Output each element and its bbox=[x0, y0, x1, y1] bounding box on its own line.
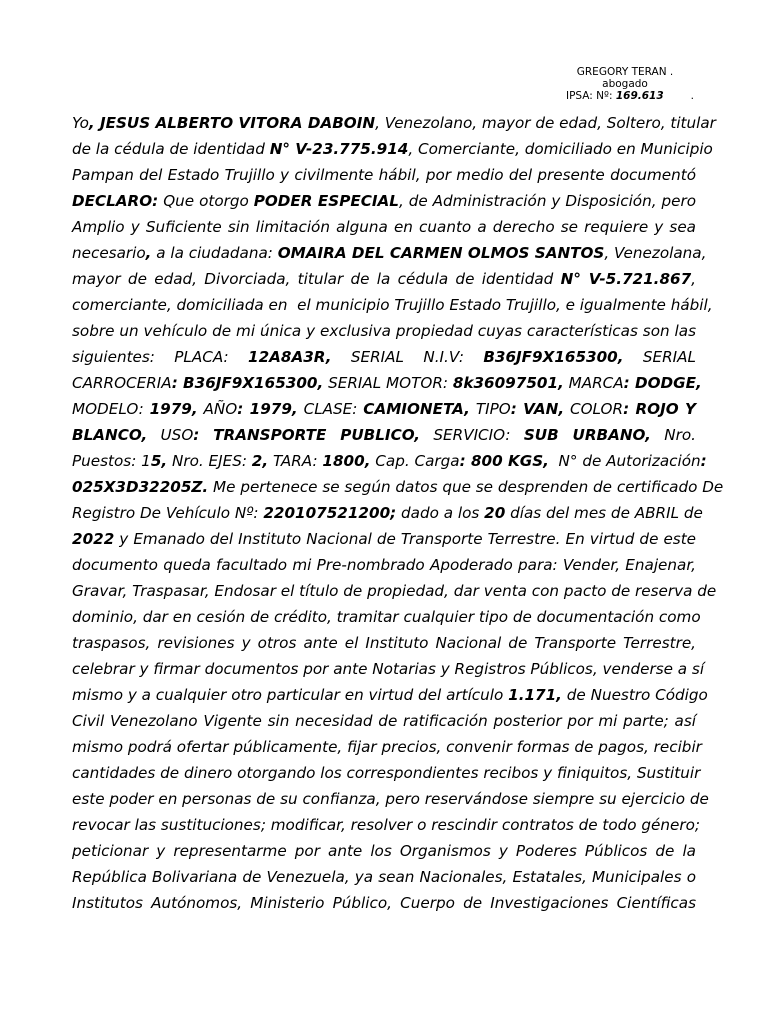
text-segment: dado a los bbox=[396, 504, 485, 522]
bold-segment: 1979, bbox=[149, 400, 198, 418]
text-segment: peticionar y representarme por ante los Organismos y Poderes Públicos de la bbox=[72, 842, 696, 860]
body-line bbox=[72, 734, 702, 760]
text-segment: MARCA bbox=[563, 374, 624, 392]
text-segment: comerciante, domiciliada en el municipio Trujillo Estado Trujillo, e igualmente hábil, bbox=[72, 296, 713, 314]
ipsa-registration bbox=[540, 90, 710, 102]
body-line bbox=[72, 370, 702, 396]
body-line bbox=[72, 578, 717, 604]
text-segment: dominio, dar en cesión de crédito, tramitar cualquier tipo de documentación como bbox=[72, 608, 701, 626]
bold-segment: , bbox=[145, 244, 152, 262]
text-segment: , de Administración y Disposición, pero bbox=[398, 192, 697, 210]
text-segment: y Emanado del Instituto Nacional de Transporte Terrestre. En virtud de este bbox=[114, 530, 696, 548]
text-segment: mayor de edad, Divorciada, titular de la cédula de identidad bbox=[72, 270, 561, 288]
text-segment: , Venezolana, bbox=[604, 244, 707, 262]
body-line bbox=[72, 604, 701, 630]
ipsa-label: IPSA: Nº: bbox=[566, 90, 616, 102]
text-segment: días del mes de ABRIL de bbox=[505, 504, 703, 522]
body-line bbox=[72, 552, 696, 578]
body-line bbox=[72, 474, 724, 500]
body-line bbox=[72, 292, 713, 318]
document-body bbox=[72, 110, 724, 916]
text-segment: Registro De Vehículo Nº: bbox=[72, 504, 264, 522]
text-segment: celebrar y firmar documentos por ante Notarias y Registros Públicos, venderse a sí bbox=[72, 660, 705, 678]
bold-segment: : bbox=[700, 452, 707, 470]
text-segment: Civil Venezolano Vigente sin necesidad de ratificación posterior por mi parte; así bbox=[72, 712, 696, 730]
text-segment: cantidades de dinero otorgando los correspondientes recibos y finiquitos, Sustituir bbox=[72, 764, 701, 782]
body-line bbox=[72, 344, 696, 370]
text-segment: de Nuestro Código bbox=[561, 686, 708, 704]
body-line bbox=[72, 214, 696, 240]
body-line bbox=[72, 110, 716, 136]
body-line bbox=[72, 188, 696, 214]
text-segment: este poder en personas de su confianza, pero reservándose siempre su ejercicio de bbox=[72, 790, 709, 808]
body-line bbox=[72, 812, 701, 838]
body-line bbox=[72, 136, 713, 162]
text-segment: Puestos: 1 bbox=[72, 452, 151, 470]
text-segment: República Bolivariana de Venezuela, ya sean Nacionales, Estatales, Municipales o bbox=[72, 868, 696, 886]
text-segment: Me pertenece se según datos que se desprenden de certificado De bbox=[208, 478, 724, 496]
text-segment: , Comerciante, domiciliado en Municipio bbox=[408, 140, 713, 158]
bold-segment: : 1979, bbox=[237, 400, 298, 418]
text-segment: SERIAL bbox=[623, 348, 696, 366]
text-segment: Nro. EJES: bbox=[167, 452, 252, 470]
text-segment: MODELO: bbox=[72, 400, 150, 418]
body-line bbox=[72, 890, 696, 916]
body-line bbox=[72, 708, 696, 734]
body-line bbox=[72, 526, 696, 552]
bold-segment: 5, bbox=[150, 452, 168, 470]
bold-segment: 20 bbox=[484, 504, 506, 522]
body-line bbox=[72, 656, 705, 682]
body-line bbox=[72, 266, 696, 292]
bold-segment: : B36JF9X165300, bbox=[171, 374, 324, 392]
body-line bbox=[72, 838, 696, 864]
text-segment: SERVICIO: bbox=[420, 426, 524, 444]
text-segment: traspasos, revisiones y otros ante el Instituto Nacional de Transporte Terrestre, bbox=[72, 634, 696, 652]
body-line bbox=[72, 240, 707, 266]
bold-segment: CAMIONETA, bbox=[363, 400, 470, 418]
bold-segment: 2022 bbox=[72, 530, 115, 548]
text-segment: , bbox=[691, 270, 696, 288]
bold-segment: OMAIRA DEL CARMEN OLMOS SANTOS bbox=[277, 244, 605, 262]
bold-segment: , JESUS ALBERTO VITORA DABOIN bbox=[88, 114, 376, 132]
text-segment: SERIAL N.I.V: bbox=[331, 348, 484, 366]
text-segment: CLASE: bbox=[297, 400, 364, 418]
text-segment: necesario bbox=[72, 244, 146, 262]
bold-segment: 2, bbox=[251, 452, 269, 470]
text-segment: , Venezolano, mayor de edad, Soltero, titular bbox=[375, 114, 716, 132]
text-segment: CARROCERIA bbox=[72, 374, 172, 392]
text-segment: USO bbox=[147, 426, 194, 444]
letterhead bbox=[540, 66, 710, 102]
ipsa-number: 169.613 bbox=[615, 90, 664, 102]
body-line bbox=[72, 630, 696, 656]
text-segment: Cap. Carga bbox=[370, 452, 460, 470]
text-segment: Que otorgo bbox=[158, 192, 254, 210]
text-segment: AÑO bbox=[197, 400, 238, 418]
text-segment: documento queda facultado mi Pre-nombrado Apoderado para: Vender, Enajenar, bbox=[72, 556, 696, 574]
text-segment: siguientes: PLACA: bbox=[72, 348, 249, 366]
body-line bbox=[72, 864, 696, 890]
body-line bbox=[72, 162, 696, 188]
text-segment: a la ciudadana: bbox=[151, 244, 278, 262]
bold-segment: : ROJO Y bbox=[623, 400, 696, 418]
bold-segment: : TRANSPORTE PUBLICO, bbox=[193, 426, 421, 444]
body-line bbox=[72, 422, 696, 448]
text-segment: Nro. bbox=[650, 426, 696, 444]
text-segment: mismo podrá ofertar públicamente, fijar precios, convenir formas de pagos, recibir bbox=[72, 738, 702, 756]
bold-segment: 8k36097501, bbox=[452, 374, 564, 392]
bold-segment: 12A8A3R, bbox=[248, 348, 332, 366]
body-line bbox=[72, 448, 707, 474]
bold-segment: N° V-5.721.867 bbox=[560, 270, 692, 288]
text-segment: de la cédula de identidad bbox=[72, 140, 270, 158]
body-line bbox=[72, 682, 708, 708]
text-segment: TIPO bbox=[469, 400, 511, 418]
body-line bbox=[72, 786, 709, 812]
body-line bbox=[72, 500, 703, 526]
text-segment: COLOR bbox=[564, 400, 624, 418]
text-segment: TARA: bbox=[268, 452, 323, 470]
bold-segment: : DODGE, bbox=[623, 374, 702, 392]
bold-segment: : 800 KGS, bbox=[459, 452, 549, 470]
lawyer-title: abogado bbox=[602, 78, 648, 90]
bold-segment: 1800, bbox=[322, 452, 371, 470]
bold-segment: PODER ESPECIAL bbox=[253, 192, 399, 210]
text-segment: Pampan del Estado Trujillo y civilmente hábil, por medio del presente documentó bbox=[72, 166, 696, 184]
bold-segment: BLANCO, bbox=[72, 426, 148, 444]
text-segment: revocar las sustituciones; modificar, resolver o rescindir contratos de todo género; bbox=[72, 816, 701, 834]
text-segment: Institutos Autónomos, Ministerio Público, Cuerpo de Investigaciones Científicas bbox=[72, 894, 696, 912]
body-line bbox=[72, 760, 701, 786]
text-segment: sobre un vehículo de mi única y exclusiva propiedad cuyas características son las bbox=[72, 322, 696, 340]
bold-segment: 220107521200; bbox=[263, 504, 397, 522]
bold-segment: DECLARO: bbox=[72, 192, 159, 210]
text-segment: SERIAL MOTOR: bbox=[323, 374, 453, 392]
bold-segment: : VAN, bbox=[510, 400, 565, 418]
text-segment: Gravar, Traspasar, Endosar el título de propiedad, dar venta con pacto de reserva de bbox=[72, 582, 717, 600]
text-segment: N° de Autorización bbox=[548, 452, 701, 470]
bold-segment: 1.171, bbox=[508, 686, 562, 704]
body-line bbox=[72, 318, 696, 344]
body-line bbox=[72, 396, 696, 422]
text-segment: Yo bbox=[72, 114, 89, 132]
text-segment: Amplio y Suficiente sin limitación alguna en cuanto a derecho se requiere y sea bbox=[72, 218, 696, 236]
bold-segment: 025X3D32205Z. bbox=[72, 478, 209, 496]
bold-segment: SUB URBANO, bbox=[523, 426, 651, 444]
text-segment: mismo y a cualquier otro particular en virtud del artículo bbox=[72, 686, 509, 704]
bold-segment: N° V-23.775.914 bbox=[269, 140, 409, 158]
lawyer-name: GREGORY TERAN . bbox=[576, 66, 674, 78]
bold-segment: B36JF9X165300, bbox=[483, 348, 624, 366]
trailing-dot: . bbox=[690, 90, 694, 102]
